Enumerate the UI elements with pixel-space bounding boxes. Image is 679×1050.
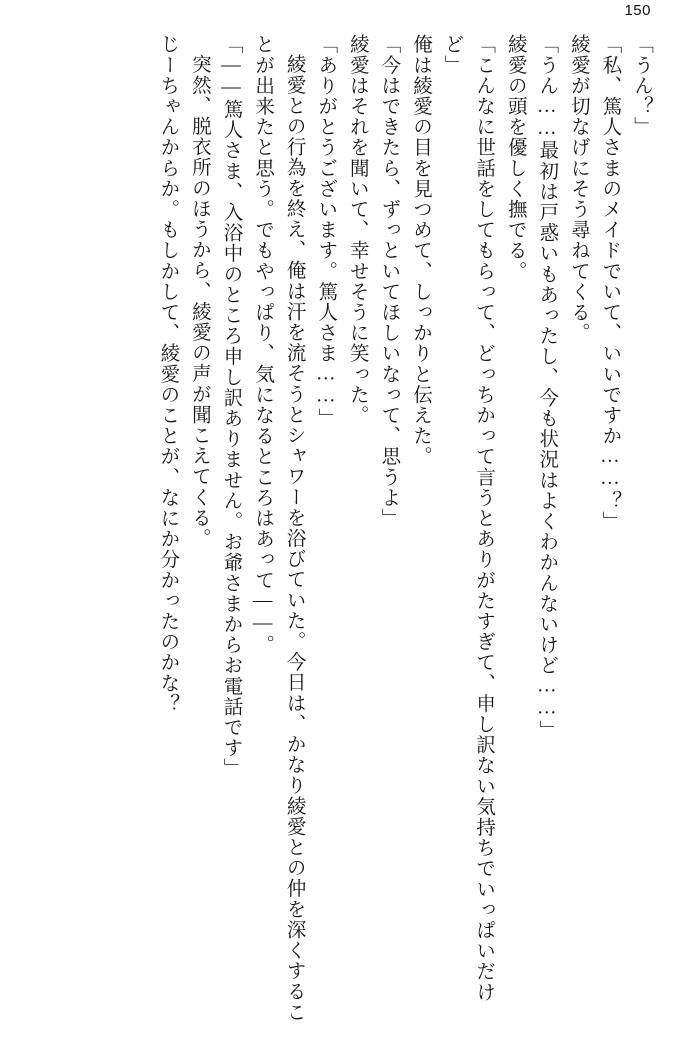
- page-number: 150: [624, 2, 651, 19]
- paragraph: じーちゃんからか。もしかして、綾愛のことが、なにか分かったのかな？: [157, 34, 179, 714]
- paragraph: 「うん……最初は戸惑いもあったし、今も状況はよくわかんないけど……」: [536, 34, 558, 741]
- paragraph: 「――篤人さま、入浴中のところ申し訳ありません。お爺さまからお電話です」: [220, 34, 242, 779]
- paragraph: 俺は綾愛の目を見つめて、しっかりと伝えた。: [409, 34, 431, 467]
- paragraph: 「私、篤人さまのメイドでいて、いいですか……？」: [599, 34, 621, 532]
- paragraph: 綾愛はそれを聞いて、幸せそうに笑った。: [346, 34, 368, 426]
- paragraph: 突然、脱衣所のほうから、綾愛の声が聞こえてくる。: [188, 53, 210, 548]
- paragraph: 綾愛の頭を優しく撫でる。: [504, 34, 526, 282]
- paragraph: 「こんなに世話をしてもらって、どっちかって言うとありがたすぎて、申し訳ない気持ちでいっぱいだけど」: [441, 34, 495, 1003]
- paragraph: 「うん？」: [631, 34, 652, 137]
- paragraph: 「今はできたら、ずっといてほしいなって、思うよ」: [378, 34, 400, 529]
- paragraph: 「ありがとうございます。篤人さま……」: [315, 34, 337, 429]
- page-body-text: [22, 34, 657, 1026]
- paragraph: 綾愛が切なげにそう尋ねてくる。: [567, 34, 589, 343]
- paragraph: 綾愛との行為を終え、俺は汗を流そうとシャワーを浴びていた。今日は、かなり綾愛との仲を深くすることが出来たと思う。でもやっぱり、気になるところはあって――。: [252, 34, 305, 1022]
